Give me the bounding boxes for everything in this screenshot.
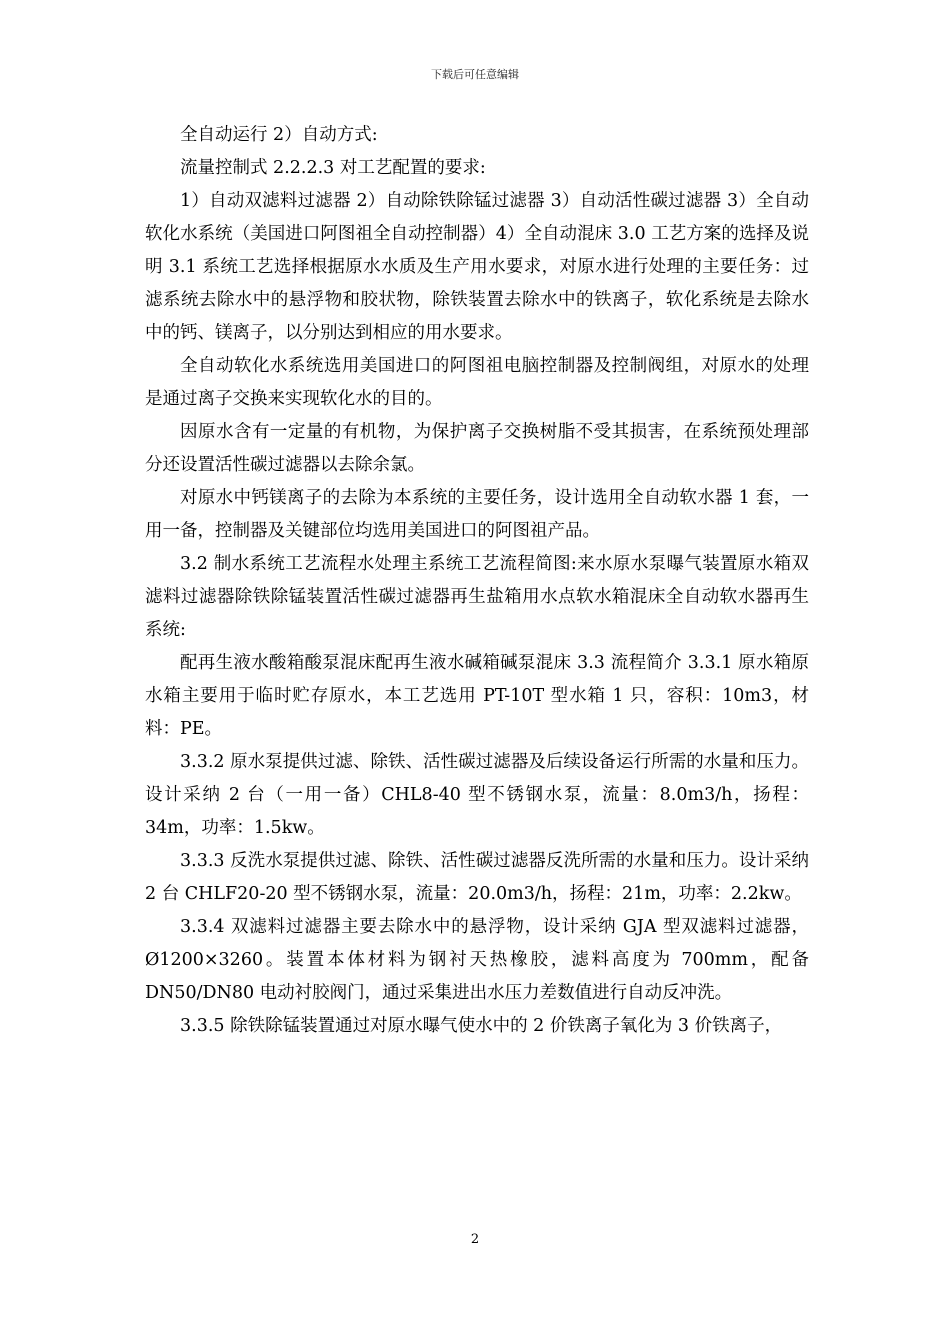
paragraph: 因原水含有一定量的有机物，为保护离子交换树脂不受其损害，在系统预处理部分还设置活性碳过滤器以去除余氯。: [145, 422, 809, 475]
page-header: 下载后可任意编辑: [431, 68, 519, 81]
paragraph: 流量控制式 2.2.2.3 对工艺配置的要求:: [180, 158, 486, 178]
paragraph: 配再生液水酸箱酸泵混床配再生液水碱箱碱泵混床 3.3 流程简介 3.3.1 原水箱原水箱主要用于临时贮存原水，本工艺选用 PT-10T 型水箱 1 只，容积：10m3，材料：PE。: [145, 653, 809, 739]
paragraph: 3.3.2 原水泵提供过滤、除铁、活性碳过滤器及后续设备运行所需的水量和压力。设计采纳 2 台（一用一备）CHL8-40 型不锈钢水泵，流量：8.0m3/h，扬程：34m，功率：1.5kw。: [145, 752, 809, 838]
page-number: 2: [470, 1232, 480, 1247]
paragraph: 3.3.5 除铁除锰装置通过对原水曝气使水中的 2 价铁离子氧化为 3 价铁离子，: [180, 1016, 783, 1036]
paragraph: 3.3.4 双滤料过滤器主要去除水中的悬浮物，设计采纳 GJA 型双滤料过滤器，Ø1200×3260。装置本体材料为钢衬天热橡胶，滤料高度为 700mm，配备 DN50/DN80 电动衬胶阀门，通过采集进出水压力差数值进行自动反冲洗。: [145, 917, 809, 1003]
paragraph: 对原水中钙镁离子的去除为本系统的主要任务，设计选用全自动软水器 1 套，一用一备，控制器及关键部位均选用美国进口的阿图祖产品。: [145, 488, 809, 541]
paragraph: 全自动软化水系统选用美国进口的阿图祖电脑控制器及控制阀组，对原水的处理是通过离子交换来实现软化水的目的。: [145, 356, 809, 409]
paragraph: 1）自动双滤料过滤器 2）自动除铁除锰过滤器 3）自动活性碳过滤器 3）全自动软化水系统（美国进口阿图祖全自动控制器）4）全自动混床 3.0 工艺方案的选择及说明 3.1 系统工艺选择根据原水水质及生产用水要求，对原水进行处理的主要任务：过滤系统去除水中的悬浮物和胶状物，除铁装置去除水中的铁离子，软化系统是去除水中的钙、镁离子，以分别达到相应的用水要求。: [145, 191, 809, 343]
paragraph: 全自动运行 2）自动方式:: [180, 125, 378, 145]
document-body: [145, 119, 809, 1043]
paragraph: 3.3.3 反洗水泵提供过滤、除铁、活性碳过滤器反洗所需的水量和压力。设计采纳 2 台 CHLF20-20 型不锈钢水泵，流量：20.0m3/h，扬程：21m，功率：2.2kw。: [145, 851, 809, 904]
paragraph: 3.2 制水系统工艺流程水处理主系统工艺流程简图:来水原水泵曝气装置原水箱双滤料过滤器除铁除锰装置活性碳过滤器再生盐箱用水点软水箱混床全自动软水器再生系统:: [145, 554, 809, 640]
